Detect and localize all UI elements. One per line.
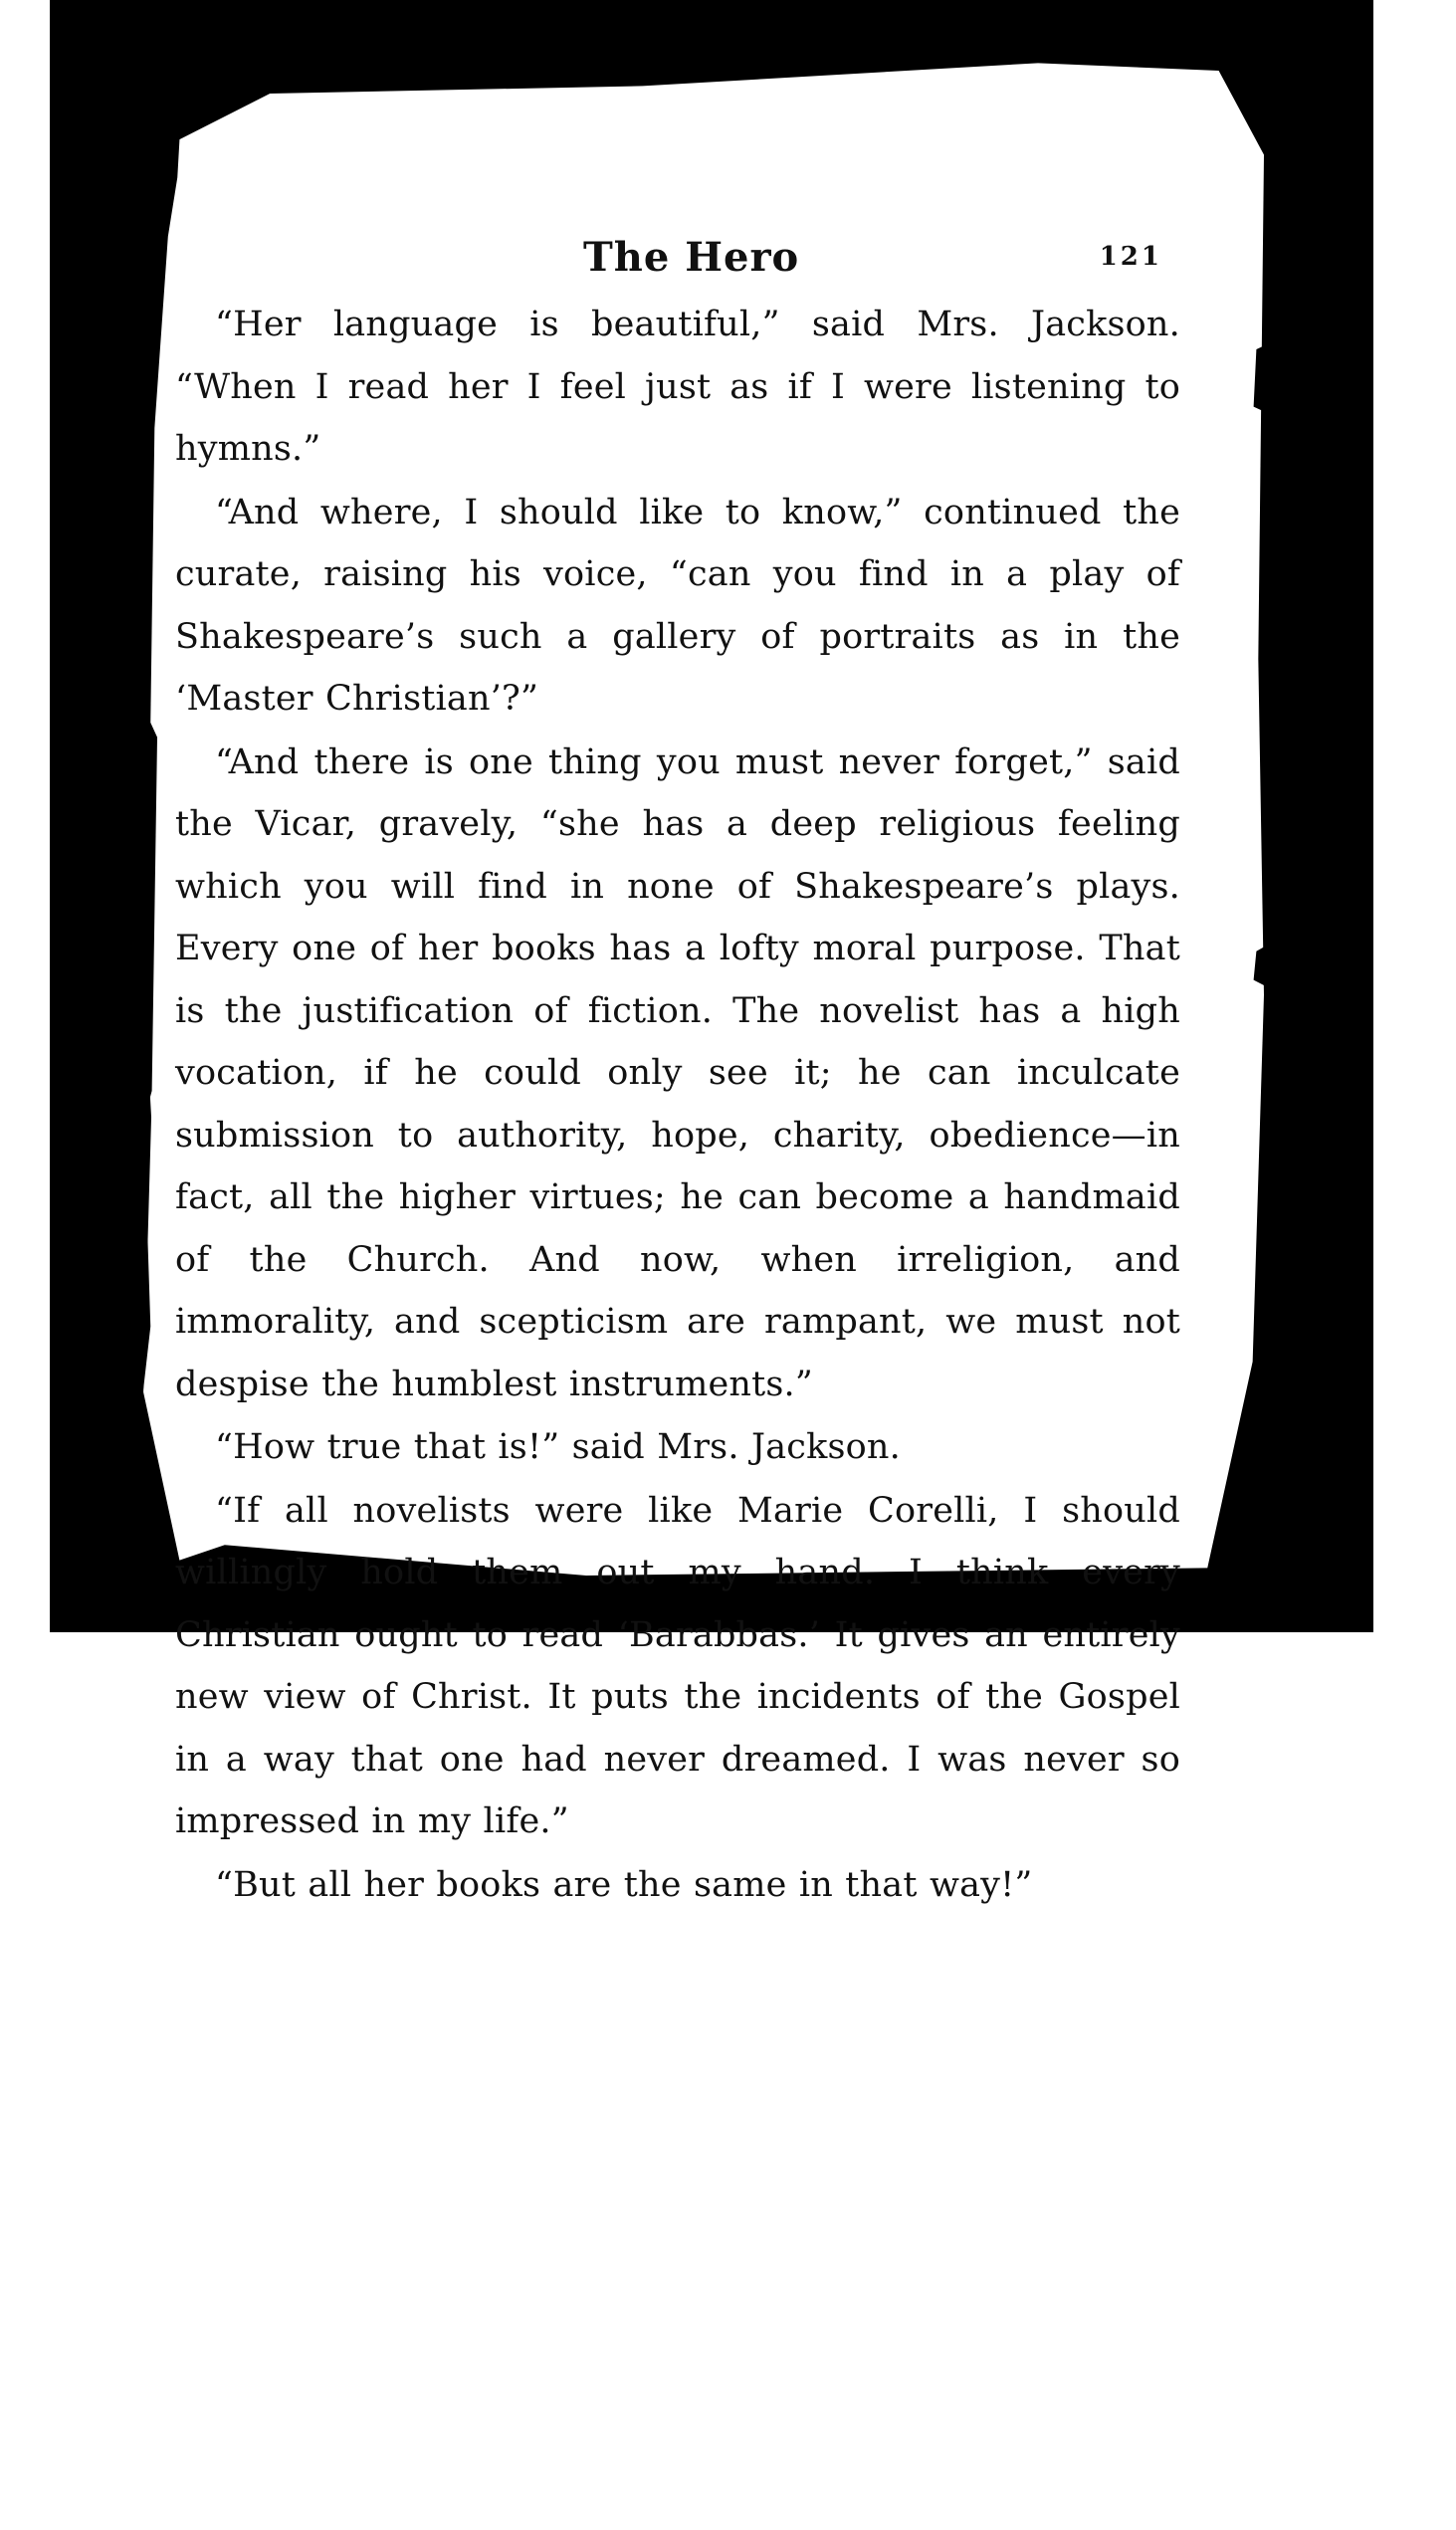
paragraph: “And there is one thing you must never forget,” said the Vicar, gravely, “she has a deep religious feeling which you will find in none of Shakespeare’s plays. Every one of her books has a lofty moral purpose. That is the justification of fiction. The novelist has a high vocation, if he could only see it; he can inculcate submission to authority, hope, charity, obedience—in fact, all the higher virtues; he can become a handmaid of the Church. And now, when irreligion, and immorality, and scepticism are rampant, we must not despise the humblest instruments.” [175, 741, 1180, 1404]
paragraph: “How true that is!” said Mrs. Jackson. [215, 1427, 901, 1467]
page-content [175, 224, 1180, 1917]
paragraph: “And where, I should like to know,” continued the curate, raising his voice, “can you find in a play of Shakespeare’s such a gallery of portraits as in the ‘Master Christian’?” [175, 492, 1180, 719]
paragraph: “If all novelists were like Marie Corelli, I should willingly hold them out my hand. I think every Christian ought to read ‘Barabbas.’ It gives an entirely new view of Christ. It puts the incidents of the Gospel in a way that one had never dreamed. I was never so impressed in my life.” [175, 1490, 1180, 1841]
page-number: 121 [1099, 242, 1162, 272]
paragraph: “But all her books are the same in that way!” [215, 1864, 1033, 1905]
paragraph: “Her language is beautiful,” said Mrs. Jackson. “When I read her I feel just as if I were listening to hymns.” [175, 305, 1180, 469]
running-head [175, 224, 1180, 294]
running-title: The Hero [583, 234, 800, 281]
